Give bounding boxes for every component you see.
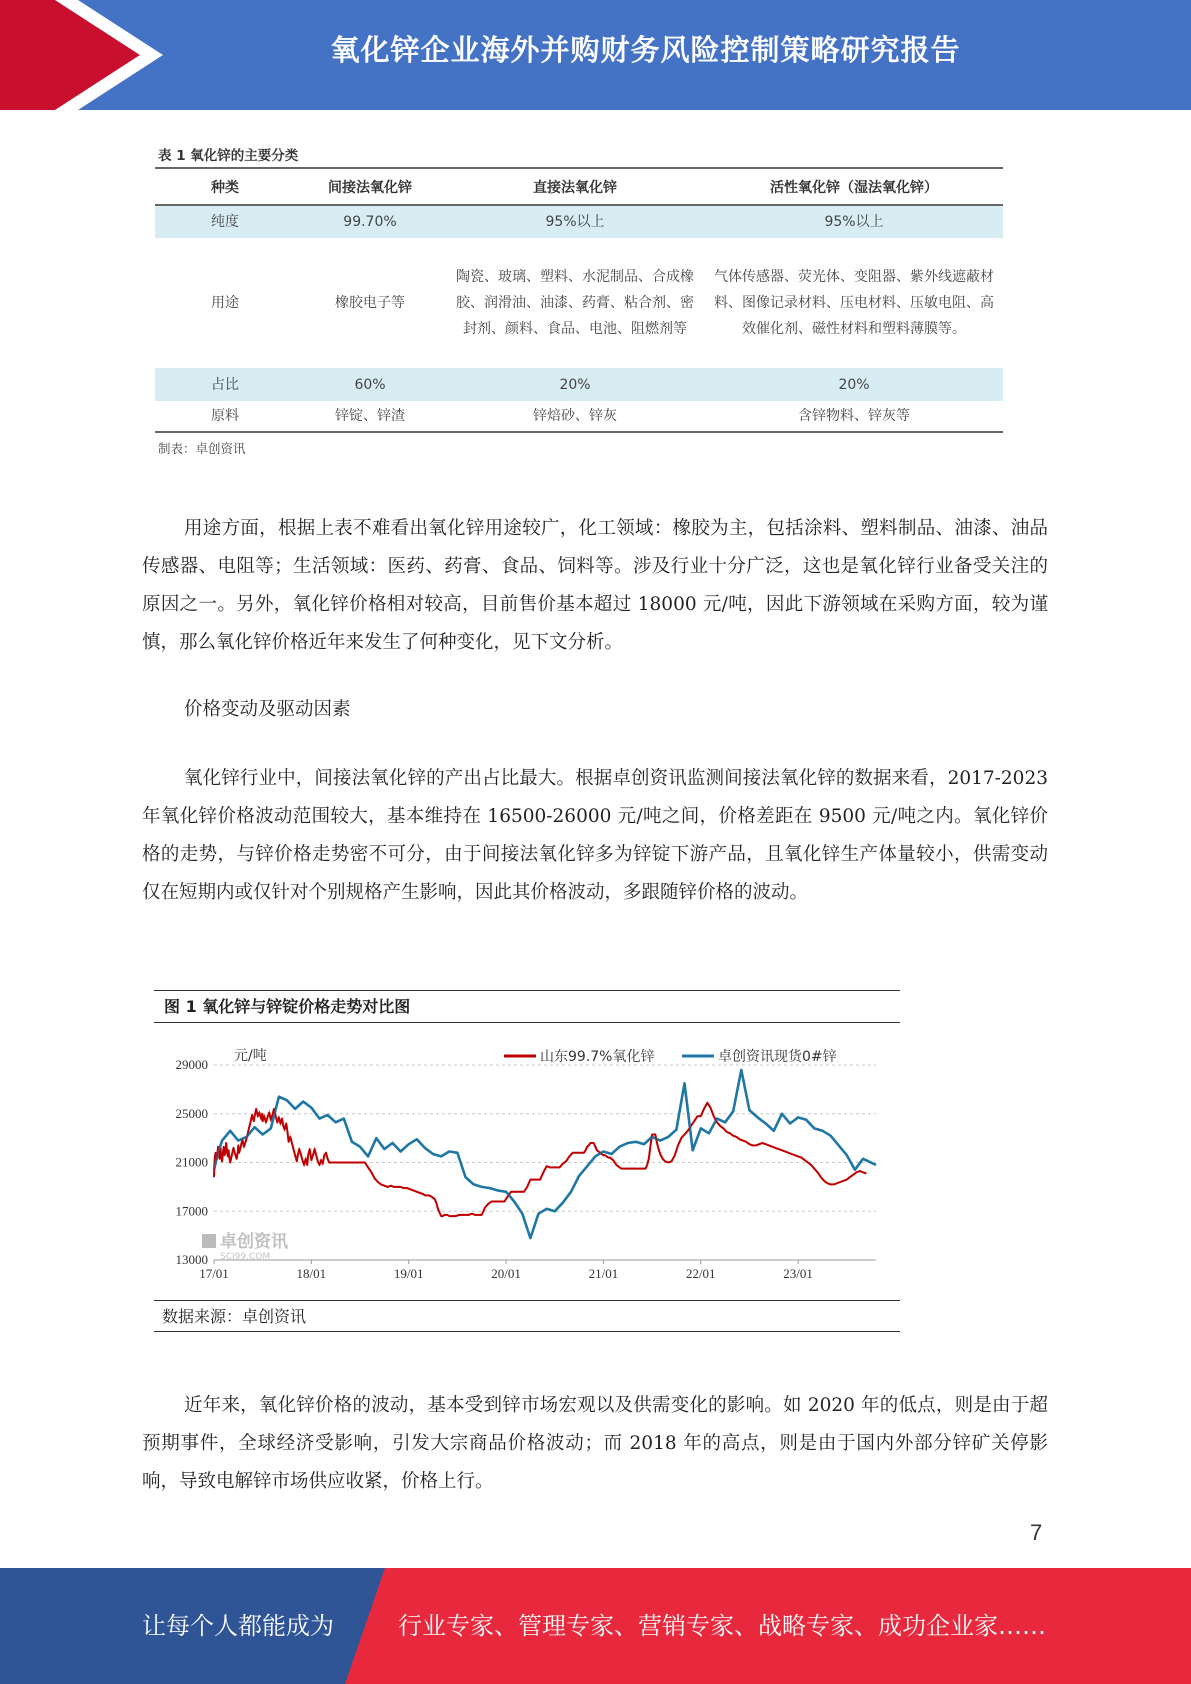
watermark-logo (202, 1234, 216, 1248)
table-cell: 用途 (211, 295, 239, 311)
footer-slogan-right: 行业专家、管理专家、营销专家、战略专家、成功企业家…… (398, 1612, 1046, 1640)
footer-banner (0, 1568, 1191, 1684)
table-cell: 60% (295, 368, 445, 401)
classification-table (155, 167, 1003, 433)
table-cell: 橡胶电子等 (335, 295, 405, 311)
legend-zinc-oxide-label: 山东99.7%氧化锌 (540, 1049, 655, 1065)
paragraph-usage: 用途方面，根据上表不难看出氧化锌用途较广，化工领域：橡胶为主，包括涂料、塑料制品、油漆、油品传感器、电阻等；生活领域：医药、药膏、食品、饲料等。涉及行业十分广泛，这也是氧化锌行业备受关注的原因之一。另外，氧化锌价格相对较高，目前售价基本超过 18000 元/吨，因此下游领域在采购方面，较为谨慎，那么氧化锌价格近年来发生了何种变化，见下文分析。 (142, 518, 1048, 653)
table-cell: 20% (445, 368, 705, 401)
y-tick-label: 29000 (175, 1057, 208, 1072)
table-cell: 陶瓷、玻璃、塑料、水泥制品、合成橡胶、润滑油、油漆、药膏、粘合剂、密封剂、颜料、食品、电池、阻燃剂等 (456, 269, 694, 337)
table-cell: 20% (705, 368, 1003, 401)
chart-watermark-sub: SCI99.COM (220, 1252, 271, 1262)
table-cell: 锌焙砂、锌灰 (445, 401, 705, 432)
table-cell: 锌锭、锌渣 (295, 401, 445, 432)
table-row (155, 401, 1003, 432)
table-row (155, 205, 1003, 238)
y-tick-label: 17000 (175, 1203, 208, 1219)
price-chart (152, 988, 900, 1334)
y-tick-label: 21000 (175, 1154, 208, 1170)
x-tick-label: 22/01 (685, 1266, 716, 1281)
header-banner (0, 0, 1191, 110)
x-tick-label: 21/01 (588, 1266, 619, 1281)
table-cell: 含锌物料、锌灰等 (705, 401, 1003, 432)
table-cell: 气体传感器、荧光体、变阻器、紫外线遮蔽材料、图像记录材料、压电材料、压敏电阻、高效催化剂、磁性材料和塑料薄膜等。 (714, 269, 994, 337)
table-cell: 占比 (155, 368, 295, 401)
y-tick-label: 25000 (175, 1105, 208, 1121)
table-header-cell: 间接法氧化锌 (295, 168, 445, 205)
footer-slogan-left: 让每个人都能成为 (142, 1612, 334, 1640)
classification-table-block (155, 145, 1005, 457)
x-tick-label: 18/01 (296, 1266, 327, 1281)
table-source: 制表：卓创资讯 (158, 441, 246, 456)
header-red-arrow (0, 0, 140, 110)
x-tick-label: 23/01 (783, 1266, 813, 1281)
table-cell: 原料 (155, 401, 295, 432)
chart-watermark: 卓创资讯 (220, 1232, 288, 1252)
table-row (155, 368, 1003, 401)
table-cell: 纯度 (155, 205, 295, 238)
y-tick-label: 13000 (175, 1252, 208, 1267)
section-heading: 价格变动及驱动因素 (184, 699, 351, 720)
table-cell: 95%以上 (445, 205, 705, 238)
table-header-cell: 种类 (155, 168, 295, 205)
paragraph-volatility: 近年来，氧化锌价格的波动，基本受到锌市场宏观以及供需变化的影响。如 2020 年的低点，则是由于超预期事件，全球经济受影响，引发大宗商品价格波动；而 2018 年的高点，则是由于国内外部分锌矿关停影响，导致电解锌市场供应收紧，价格上行。 (142, 1395, 1048, 1492)
x-tick-label: 17/01 (199, 1266, 229, 1281)
paragraph-price: 氧化锌行业中，间接法氧化锌的产出占比最大。根据卓创资讯监测间接法氧化锌的数据来看，2017-2023 年氧化锌价格波动范围较大，基本维持在 16500-26000 元/吨之间，价格差距在 9500 元/吨之内。氧化锌价格的走势，与锌价格走势密不可分，由于间接法氧化锌多为锌锭下游产品，且氧化锌生产体量较小，供需变动仅在短期内或仅针对个别规格产生影响，因此其价格波动，多跟随锌价格的波动。 (142, 768, 1048, 903)
table-header-cell: 直接法氧化锌 (445, 168, 705, 205)
chart-end-rule (154, 1331, 900, 1332)
table-header-row (155, 168, 1003, 205)
table-row (155, 238, 1003, 368)
page-number: 7 (1030, 1520, 1043, 1545)
x-tick-label: 19/01 (393, 1266, 424, 1281)
report-title: 氧化锌企业海外并购财务风险控制策略研究报告 (330, 33, 961, 67)
chart-bottom-rule (154, 1300, 900, 1301)
chart-plot (152, 988, 900, 1334)
table-cell: 95%以上 (705, 205, 1003, 238)
chart-source: 数据来源：卓创资讯 (162, 1307, 307, 1326)
x-tick-label: 20/01 (491, 1266, 521, 1281)
legend-zinc-spot-label: 卓创资讯现货0#锌 (718, 1049, 837, 1065)
series-line-zinc-oxide-overlay (214, 1103, 866, 1216)
y-unit-label: 元/吨 (234, 1048, 267, 1064)
chart-title: 图 1 氧化锌与锌锭价格走势对比图 (164, 997, 411, 1016)
table-caption: 表 1 氧化锌的主要分类 (158, 148, 299, 164)
table-header-cell: 活性氧化锌（湿法氧化锌） (705, 168, 1003, 205)
table-cell: 99.70% (295, 205, 445, 238)
